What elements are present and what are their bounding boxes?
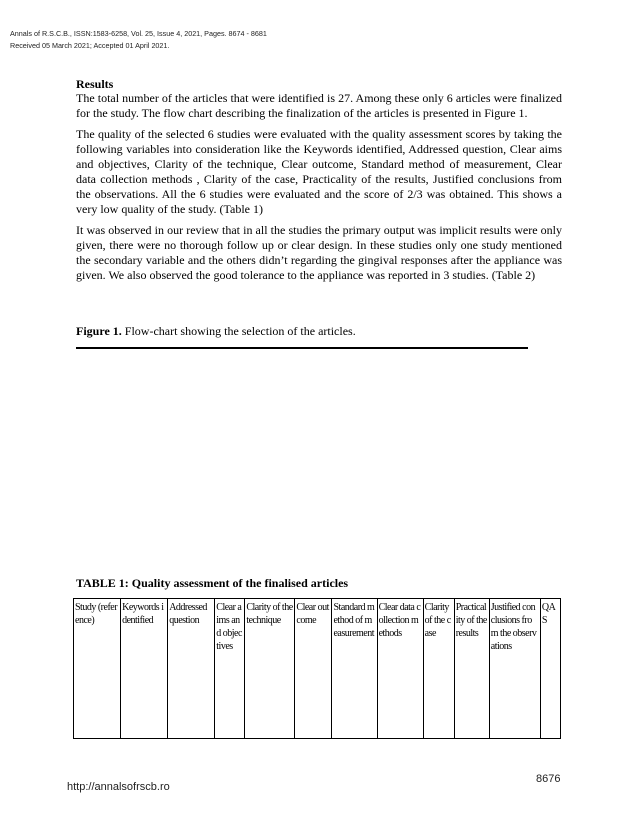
- col-header-data-collection: Clear data collection methods: [377, 599, 423, 739]
- col-header-clear-aims: Clear aims and objectives: [215, 599, 245, 739]
- col-header-practicality: Practicality of the results: [454, 599, 489, 739]
- col-header-standard-method: Standard method of measurement: [332, 599, 377, 739]
- table-header-row: [74, 599, 561, 739]
- results-paragraph-3: It was observed in our review that in all the studies the primary output was implicit results were only given, there were no thorough follow up or clear design. In these studies only one study mentioned the secondary variable and the others didn’t regarding the gingival responses after the appliance was given. We also observed the good tolerance to the appliance was reported in 3 studies. (Table 2): [76, 223, 562, 282]
- figure-caption: [76, 324, 356, 339]
- col-header-study: Study (reference): [74, 599, 121, 739]
- col-header-clarity-technique: Clarity of the technique: [245, 599, 295, 739]
- figure-label: Figure 1.: [76, 324, 122, 338]
- col-header-justified-conclusions: Justified conclusions from the observations: [489, 599, 540, 739]
- figure-rule: [76, 347, 528, 349]
- results-heading: Results: [76, 77, 114, 91]
- col-header-clear-outcome: Clear outcome: [295, 599, 332, 739]
- col-header-keywords: Keywords identified: [121, 599, 168, 739]
- results-body: [76, 91, 562, 283]
- journal-header-line-1: Annals of R.S.C.B., ISSN:1583-6258, Vol. 25, Issue 4, 2021, Pages. 8674 - 8681: [10, 29, 267, 38]
- footer-url: http://annalsofrscb.ro: [67, 781, 170, 793]
- page-number: 8676: [536, 773, 561, 785]
- journal-header-line-2: Received 05 March 2021; Accepted 01 April 2021.: [10, 41, 170, 50]
- figure-caption-text: Flow-chart showing the selection of the articles.: [121, 324, 356, 338]
- col-header-clarity-case: Clarity of the case: [423, 599, 454, 739]
- col-header-qas: QAS: [540, 599, 560, 739]
- col-header-addressed-question: Addressed question: [168, 599, 215, 739]
- results-paragraph-2: The quality of the selected 6 studies were evaluated with the quality assessment scores by taking the following variables into consideration like the Keywords identified, Addressed question, Clear aims and objectives, Clarity of the technique, Clear outcome, Standard method of measurement, Clear data collection methods , Clarity of the case, Practicality of the results, Justified conclusions from the observations. All the 6 studies were evaluated and the score of 2/3 was obtained. This shows a very low quality of the study. (Table 1): [76, 127, 562, 216]
- table-title: TABLE 1: Quality assessment of the finalised articles: [76, 576, 349, 590]
- quality-assessment-table: [73, 598, 561, 739]
- results-paragraph-1: The total number of the articles that were identified is 27. Among these only 6 articles were finalized for the study. The flow chart describing the finalization of the articles is presented in Figure 1.: [76, 91, 562, 120]
